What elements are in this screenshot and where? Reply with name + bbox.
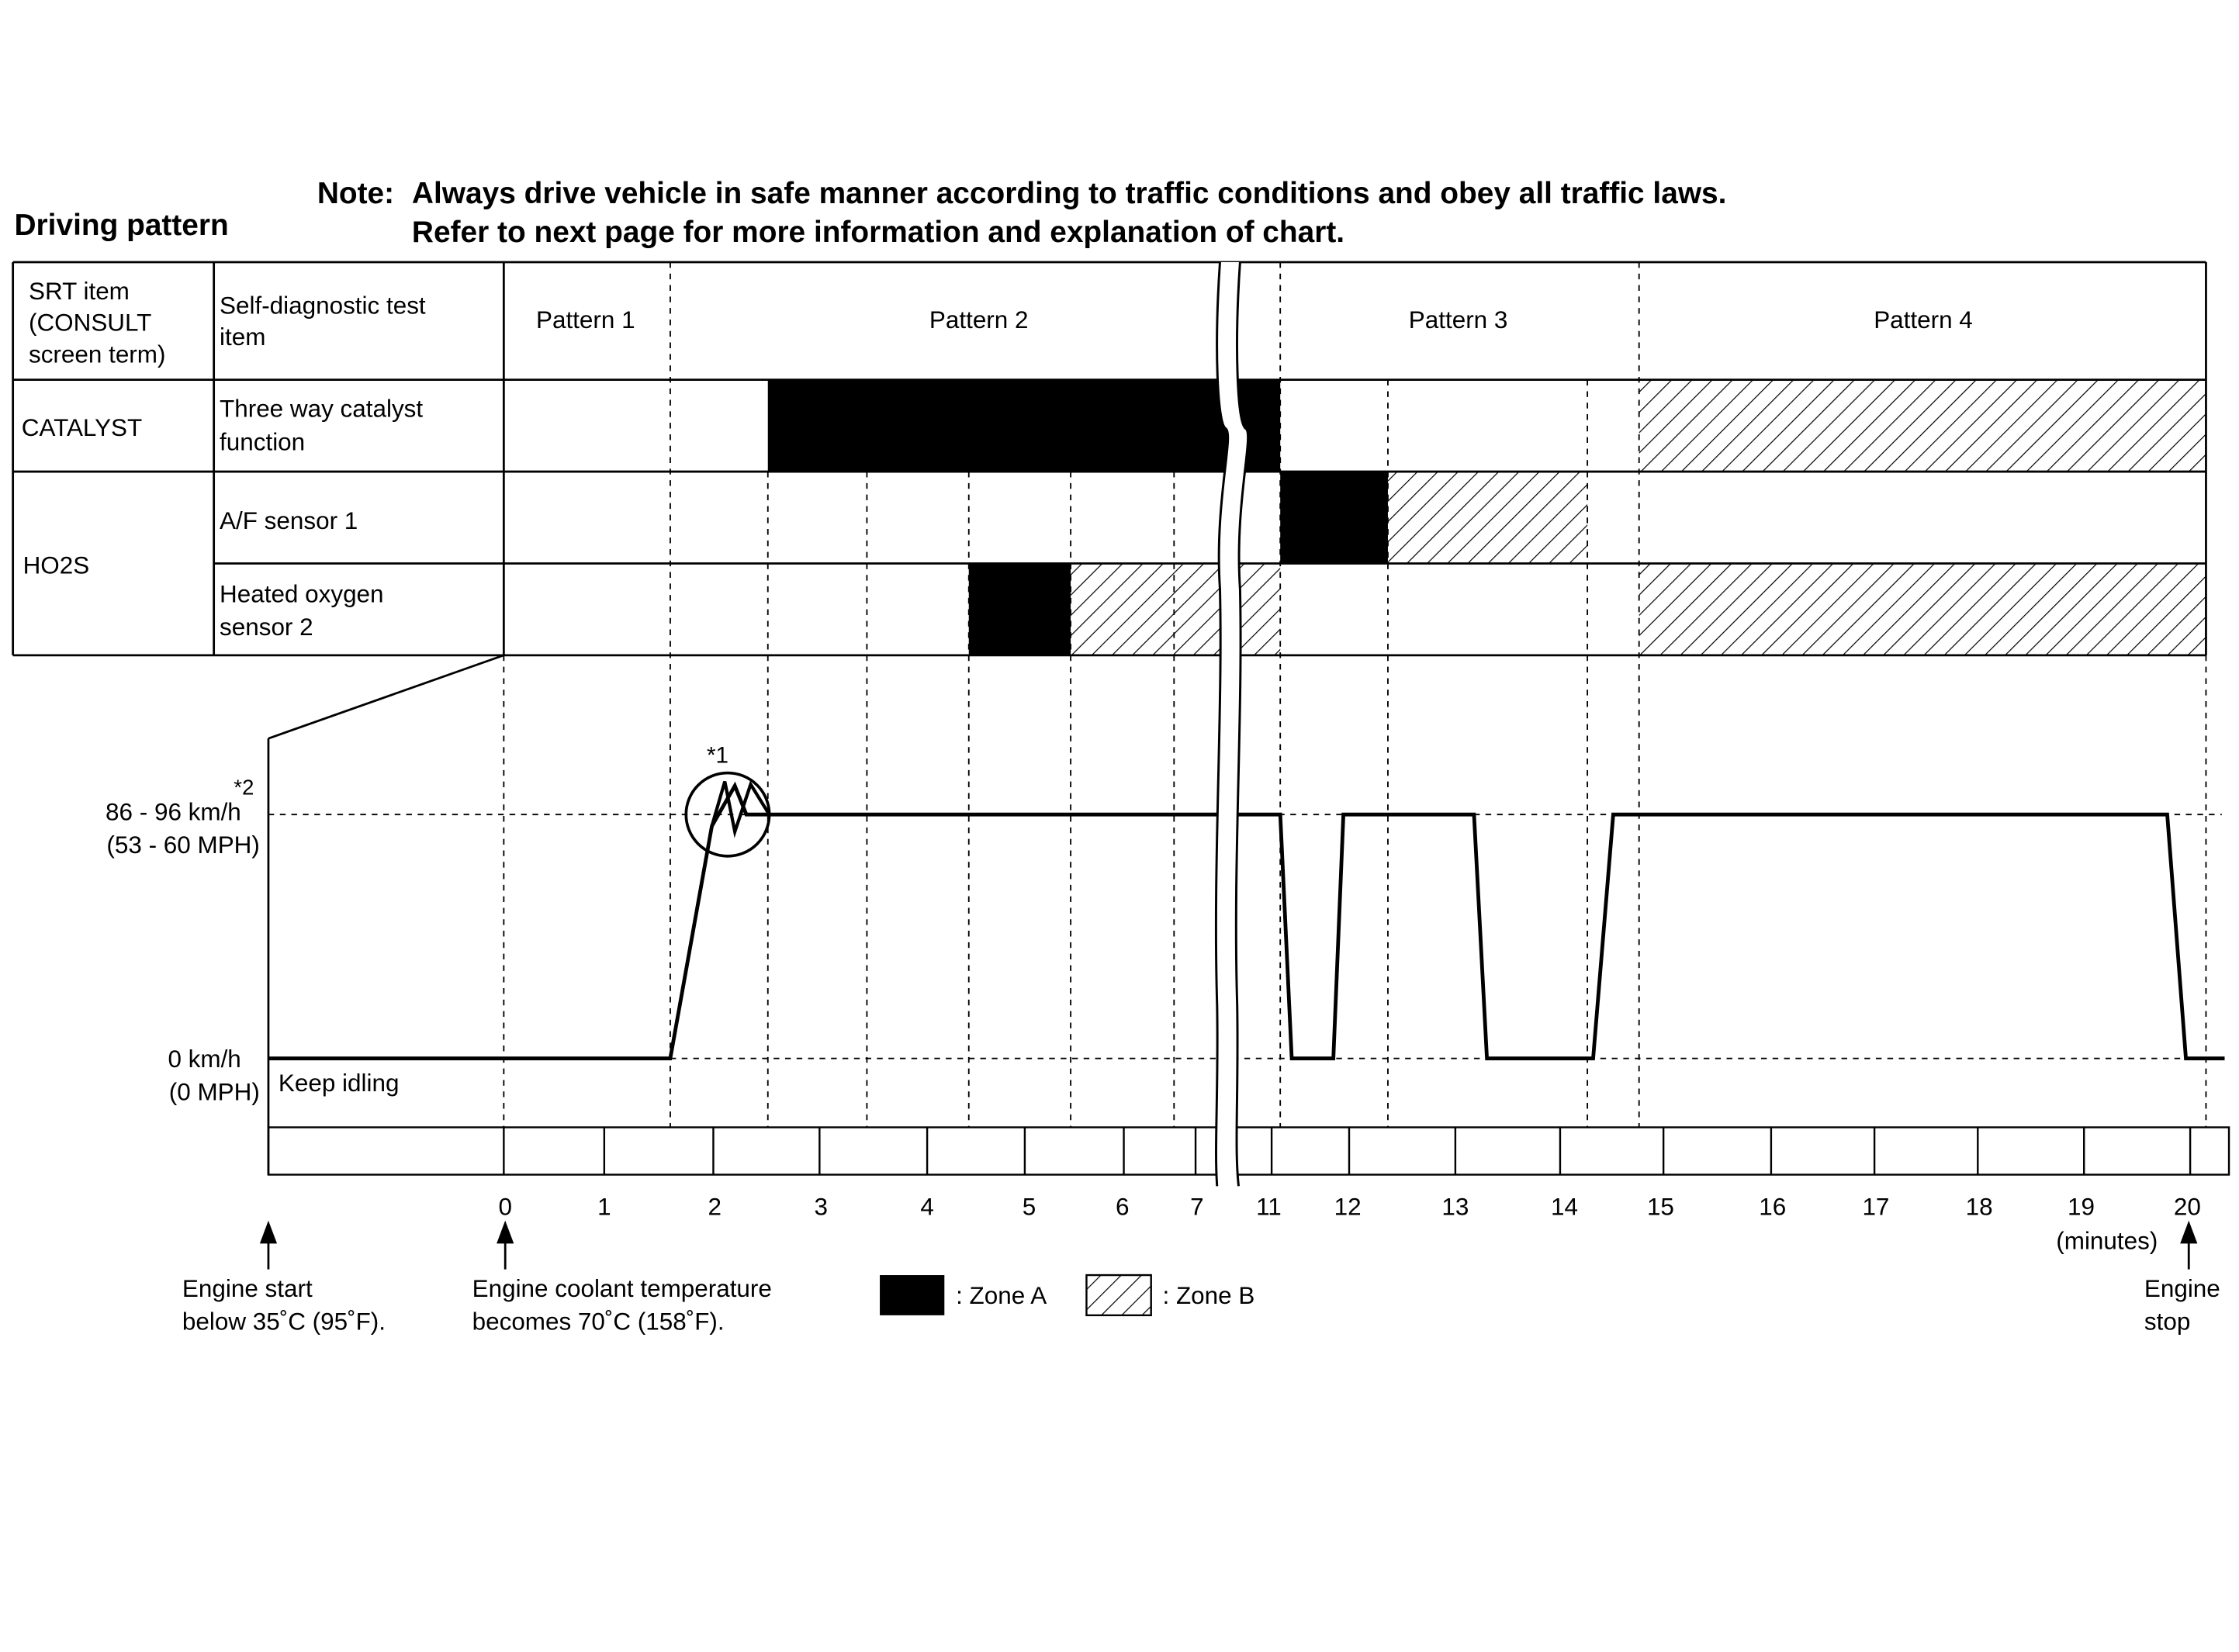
af-sensor-zone-b [1388,472,1587,563]
test-header-line-1: Self-diagnostic test [220,292,426,320]
speed-trace [268,786,2225,1058]
tick-1: 1 [597,1193,611,1221]
note-line-2: Refer to next page for more information and explanation of chart. [411,216,1345,250]
keep-idling-label: Keep idling [278,1070,400,1097]
srt-header-line-3: screen term) [29,340,166,368]
row-catalyst-test-2: function [220,428,306,456]
engine-stop-line-2: stop [2144,1308,2191,1336]
note-prefix: Note: [317,177,395,211]
tick-20: 20 [2173,1193,2201,1221]
zone-a-swatch [880,1275,944,1315]
tick-12: 12 [1334,1193,1362,1221]
engine-start-line-1: Engine start [182,1274,313,1302]
row-ho2s2-test-2: sensor 2 [220,613,313,641]
test-header-line-2: item [220,323,266,351]
zone-b-swatch [1086,1275,1151,1315]
tick-17: 17 [1862,1193,1890,1221]
zone-legend [880,1275,1254,1315]
tick-5: 5 [1022,1193,1036,1221]
low-speed-kmh: 0 km/h [168,1045,241,1073]
tick-14: 14 [1551,1193,1578,1221]
catalyst-zone-b [1639,380,2206,472]
pattern-2-label: Pattern 2 [929,306,1029,334]
zone-b-label: : Zone B [1162,1282,1255,1310]
row-catalyst-srt: CATALYST [21,413,143,441]
tick-2: 2 [708,1193,722,1221]
page-title: Driving pattern [14,208,229,242]
row-catalyst-test-1: Three way catalyst [220,395,424,423]
low-speed-mph: (0 MPH) [168,1078,260,1106]
tick-16: 16 [1759,1193,1787,1221]
tick-3: 3 [814,1193,828,1221]
row-ho2s2-test-1: Heated oxygen [220,580,384,608]
af-sensor-zone-a [1280,472,1388,563]
pattern-1-label: Pattern 1 [536,306,635,334]
high-speed-kmh: 86 - 96 km/h [106,798,241,826]
tick-13: 13 [1441,1193,1469,1221]
accel-note-label: *1 [707,742,728,769]
catalyst-zone-a [768,380,1280,472]
tick-0: 0 [498,1193,512,1221]
speed-labels [106,775,399,1105]
row-af-sensor-test: A/F sensor 1 [220,507,358,535]
ho2s2-zone-a [969,563,1071,655]
event-arrows [260,1221,2198,1270]
zone-fills [768,380,2206,655]
tick-4: 4 [920,1193,934,1221]
high-speed-mph: (53 - 60 MPH) [106,831,260,859]
pattern-4-label: Pattern 4 [1874,306,1973,334]
tick-11: 11 [1256,1193,1282,1221]
accel-note-marker [686,743,769,856]
table-header [29,278,1973,368]
tick-18: 18 [1965,1193,1993,1221]
srt-header-line-2: (CONSULT [29,309,152,337]
coolant-line-1: Engine coolant temperature [472,1274,772,1302]
time-tick-labels [498,1193,2200,1254]
tick-19: 19 [2068,1193,2095,1221]
row-ho2s-srt: HO2S [22,551,90,579]
note-line-1: Always drive vehicle in safe manner according to traffic conditions and obey all traffic laws. [411,177,1727,211]
tick-7: 7 [1190,1193,1204,1221]
coolant-line-2: becomes 70˚C (158˚F). [472,1308,725,1336]
srt-header-line-1: SRT item [29,278,130,306]
zone-a-label: : Zone A [956,1282,1047,1310]
engine-start-line-2: below 35˚C (95˚F). [182,1308,386,1336]
ho2s2-zone-b-2 [1639,563,2206,655]
table-rows [22,396,424,641]
pattern-3-label: Pattern 3 [1408,306,1508,334]
engine-stop-line-1: Engine [2144,1274,2220,1302]
tick-6: 6 [1115,1193,1130,1221]
high-speed-note: *2 [234,775,254,800]
tick-15: 15 [1646,1193,1674,1221]
time-unit-label: (minutes) [2056,1227,2158,1255]
time-axis-bar [268,1128,2229,1175]
ho2s2-zone-b-1 [1071,563,1280,655]
speed-levels [268,814,2222,1059]
